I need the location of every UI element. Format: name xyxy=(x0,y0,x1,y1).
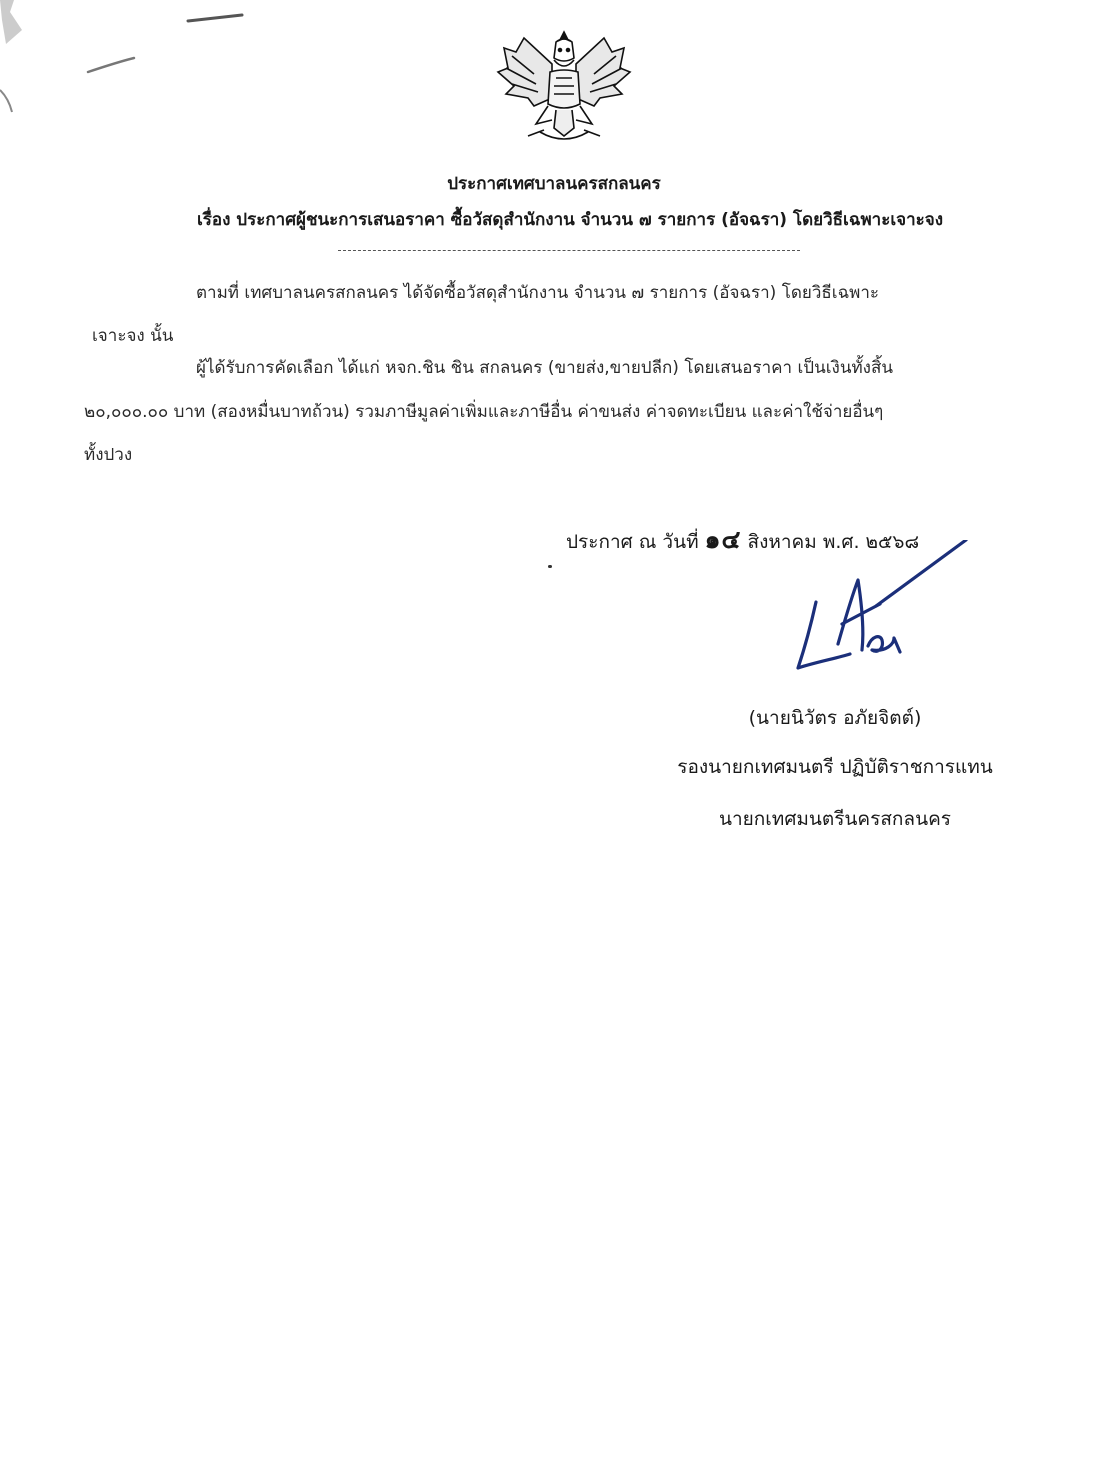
date-prefix: ประกาศ ณ วันที่ xyxy=(566,531,699,553)
announcement-title: ประกาศเทศบาลนครสกลนคร xyxy=(447,174,661,194)
paragraph-2-line-3: ทั้งปวง xyxy=(84,445,133,465)
signatory-position-2: นายกเทศมนตรีนครสกลนคร xyxy=(719,808,951,830)
announcement-subject: เรื่อง ประกาศผู้ชนะการเสนอราคา ซื้อวัสดุสำนักงาน จำนวน ๗ รายการ (อัจฉรา) โดยวิธีเฉพาะเจาะจง xyxy=(196,210,944,230)
paragraph-1-line-1: ตามที่ เทศบาลนครสกลนคร ได้จัดซื้อวัสดุสำนักงาน จำนวน ๗ รายการ (อัจฉรา) โดยวิธีเฉพาะ xyxy=(196,283,880,303)
garuda-emblem xyxy=(494,28,634,146)
date-month-year: สิงหาคม พ.ศ. ๒๕๖๘ xyxy=(747,531,920,553)
paragraph-2-line-2: ๒๐,๐๐๐.๐๐ บาท (สองหมื่นบาทถ้วน) รวมภาษีมูลค่าเพิ่มและภาษีอื่น ค่าขนส่ง ค่าจดทะเบียน และค่าใช้จ่ายอื่นๆ xyxy=(84,402,884,422)
scan-artifact-marks xyxy=(0,0,260,140)
signatory-position-1: รองนายกเทศมนตรี ปฏิบัติราชการแทน xyxy=(677,756,993,778)
handwritten-signature xyxy=(790,540,970,680)
signatory-name: (นายนิวัตร อภัยจิตต์) xyxy=(748,707,922,729)
divider xyxy=(338,250,800,251)
ink-speck xyxy=(548,565,552,568)
date-day: ๑๔ xyxy=(704,525,742,554)
paragraph-2-line-1: ผู้ได้รับการคัดเลือก ได้แก่ หจก.ชิน ชิน สกลนคร (ขายส่ง,ขายปลีก) โดยเสนอราคา เป็นเงินทั้งสิ้น xyxy=(196,358,893,378)
paragraph-1-line-2: เจาะจง นั้น xyxy=(92,326,174,346)
